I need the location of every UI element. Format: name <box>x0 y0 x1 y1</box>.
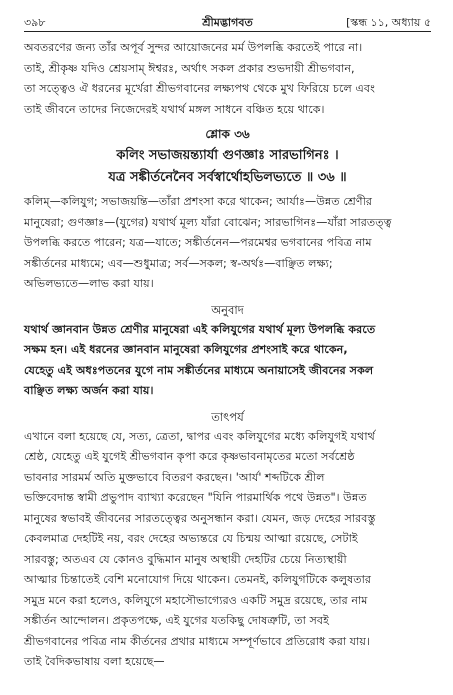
shloka-label: শ্লোক ৩৬ <box>205 127 250 141</box>
text-line: অবতরণের জন্য তাঁর অপূর্ব সুন্দর আয়োজনের মর্ম উপলব্ধি করতেই পারে না। <box>24 41 363 54</box>
text-line: তাই, শ্রীকৃষ্ণ যদিও শ্রেয়সাম্‌ ঈশ্বরঃ, অর্থাৎ সকল প্রকার শুভদায়ী শ্রীভগবান, <box>24 61 355 75</box>
text-line: সমুদ্র মনে করা হলেও, কলিযুগে মহাসৌভাগ্যেরও একটি সমুদ্র রয়েছে, তার নাম <box>24 593 368 607</box>
purport-heading: তাৎপর্য <box>211 409 244 424</box>
text-line: ভাবনার সারমর্ম অতি মুক্তভাবে বিতরণ করছেন। 'আর্য' শব্দটিকে শ্রীল <box>24 470 325 484</box>
text-line: উপলব্ধি করতে পারেন; যত্র—যাতে; সঙ্কীর্তনেন—পরমেশ্বর ভগবানের পবিত্র নাম <box>24 236 372 249</box>
text-line: যথার্থ জ্ঞানবান উন্নত শ্রেণীর মানুষেরা এই কলিযুগের যথার্থ মূল্য উপলব্ধি করতে <box>24 322 376 336</box>
text-line: অভিলভ্যতে—লাভ করা যায়। <box>24 277 154 290</box>
text-line: শ্রীভগবানের পবিত্র নাম কীর্তনের প্রথার মাধ্যমে সম্পূর্ণভাবে প্রতিরোধ করা যায়। <box>24 634 370 648</box>
intro-paragraph <box>24 38 431 120</box>
synonyms-paragraph <box>24 192 431 295</box>
text-line: মানুষেরা; গুণজ্ঞাঃ—(যুগের) যথার্থ মূল্য যাঁরা বোঝেন; সারভাগিনঃ—যাঁরা সারতত্ত্ব <box>24 215 392 229</box>
text-line: কলিম্‌—কলিযুগ; সভাজয়ন্তি—তাঁরা প্রশংসা করে থাকেন; আর্যাঃ—উন্নত শ্রেণীর <box>24 195 373 208</box>
text-line: তা সত্ত্বেও ঐ ধরনের মূর্খেরা শ্রীভগবানের লক্ষ্যপথ থেকে মুখ ফিরিয়ে চলে এবং <box>24 82 375 95</box>
page-number: ৩৯৮ <box>24 16 46 29</box>
text-line: যেহেতু এই অধঃপতনের যুগে নাম সঙ্কীর্তনের মাধ্যমে অনায়াসেই জীবনের সকল <box>24 363 374 377</box>
text-line: সারবস্তু; অতএব যে কোনও বুদ্ধিমান মানুষ অস্থায়ী দেহটির চেয়ে নিত্যস্থায়ী <box>24 552 347 566</box>
text-line: কেবলমাত্র দেহটিই নয়, বরং দেহের অভ্যন্তরে যে চিন্ময় আত্মা রয়েছে, সেটাই <box>24 532 358 545</box>
text-line: সঙ্কীর্তন আন্দোলন। প্রকৃতপক্ষে, এই যুগের যতকিছু দোষত্রুটি, তা সবই <box>24 614 329 627</box>
text-line: মানুষের স্বভাবই জীবনের সারতত্ত্বের অনুসন্ধান করা। যেমন, জড় দেহের সারবস্তু <box>24 511 376 525</box>
text-line: সক্ষম হন। এই ধরনের জ্ঞানবান মানুষেরা কলিযুগের প্রশংসাই করে থাকেন, <box>24 343 348 356</box>
book-title: শ্রীমদ্ভাগবত <box>202 16 253 29</box>
text-line: বাঞ্ছিত লক্ষ্য অর্জন করা যায়। <box>24 384 154 397</box>
translation-heading: অনুবাদ <box>211 302 244 317</box>
verse-line: যত্র সঙ্কীর্তনেনৈব সর্বস্বার্থোহভিলভ্যতে ॥ ৩৬ ॥ <box>108 170 347 185</box>
running-header <box>24 0 431 34</box>
text-line: তাই জীবনে তাদের নিজেদেরই যথার্থ মঙ্গল সাধনে বঞ্চিত হয়ে থাকে। <box>24 102 325 116</box>
text-line: তাই বৈদিকভাষায় বলা হয়েছে— <box>24 655 165 668</box>
header-rule <box>24 31 431 32</box>
translation-paragraph <box>24 320 431 402</box>
text-line: ভক্তিবেদান্ত স্বামী প্রভুপাদ ব্যাখ্যা করেছেন "যিনি পারমার্থিক পথে উন্নত"। উন্নত <box>24 491 367 504</box>
verse-line: কলিং সভাজয়ন্ত্যার্যা গুণজ্ঞাঃ সারভাগিনঃ । <box>116 148 339 163</box>
purport-paragraph <box>24 427 431 673</box>
text-line: এখানে বলা হয়েছে যে, সত্য, ত্রেতা, দ্বাপর এবং কলিযুগের মধ্যে কলিযুগই যথার্থ <box>24 429 375 443</box>
text-line: শ্রেষ্ঠ, যেহেতু এই যুগেই শ্রীভগবান কৃপা করে কৃষ্ণভাবনামৃতের মতো সর্বশ্রেষ্ঠ <box>24 450 355 463</box>
text-line: সঙ্কীর্তনের মাধ্যমে; এব—শুধুমাত্র; সর্ব—সকল; স্ব-অর্থঃ—বাঞ্ছিত লক্ষ্য; <box>24 256 333 270</box>
section-reference: [স্কন্ধ ১১, অধ্যায় ৫ <box>346 16 431 29</box>
text-line: আত্মার চিন্তাতেই বেশি মনোযোগ দিয়ে থাকেন। তেমনই, কলিযুগটিকে কলুষতার <box>24 573 372 586</box>
